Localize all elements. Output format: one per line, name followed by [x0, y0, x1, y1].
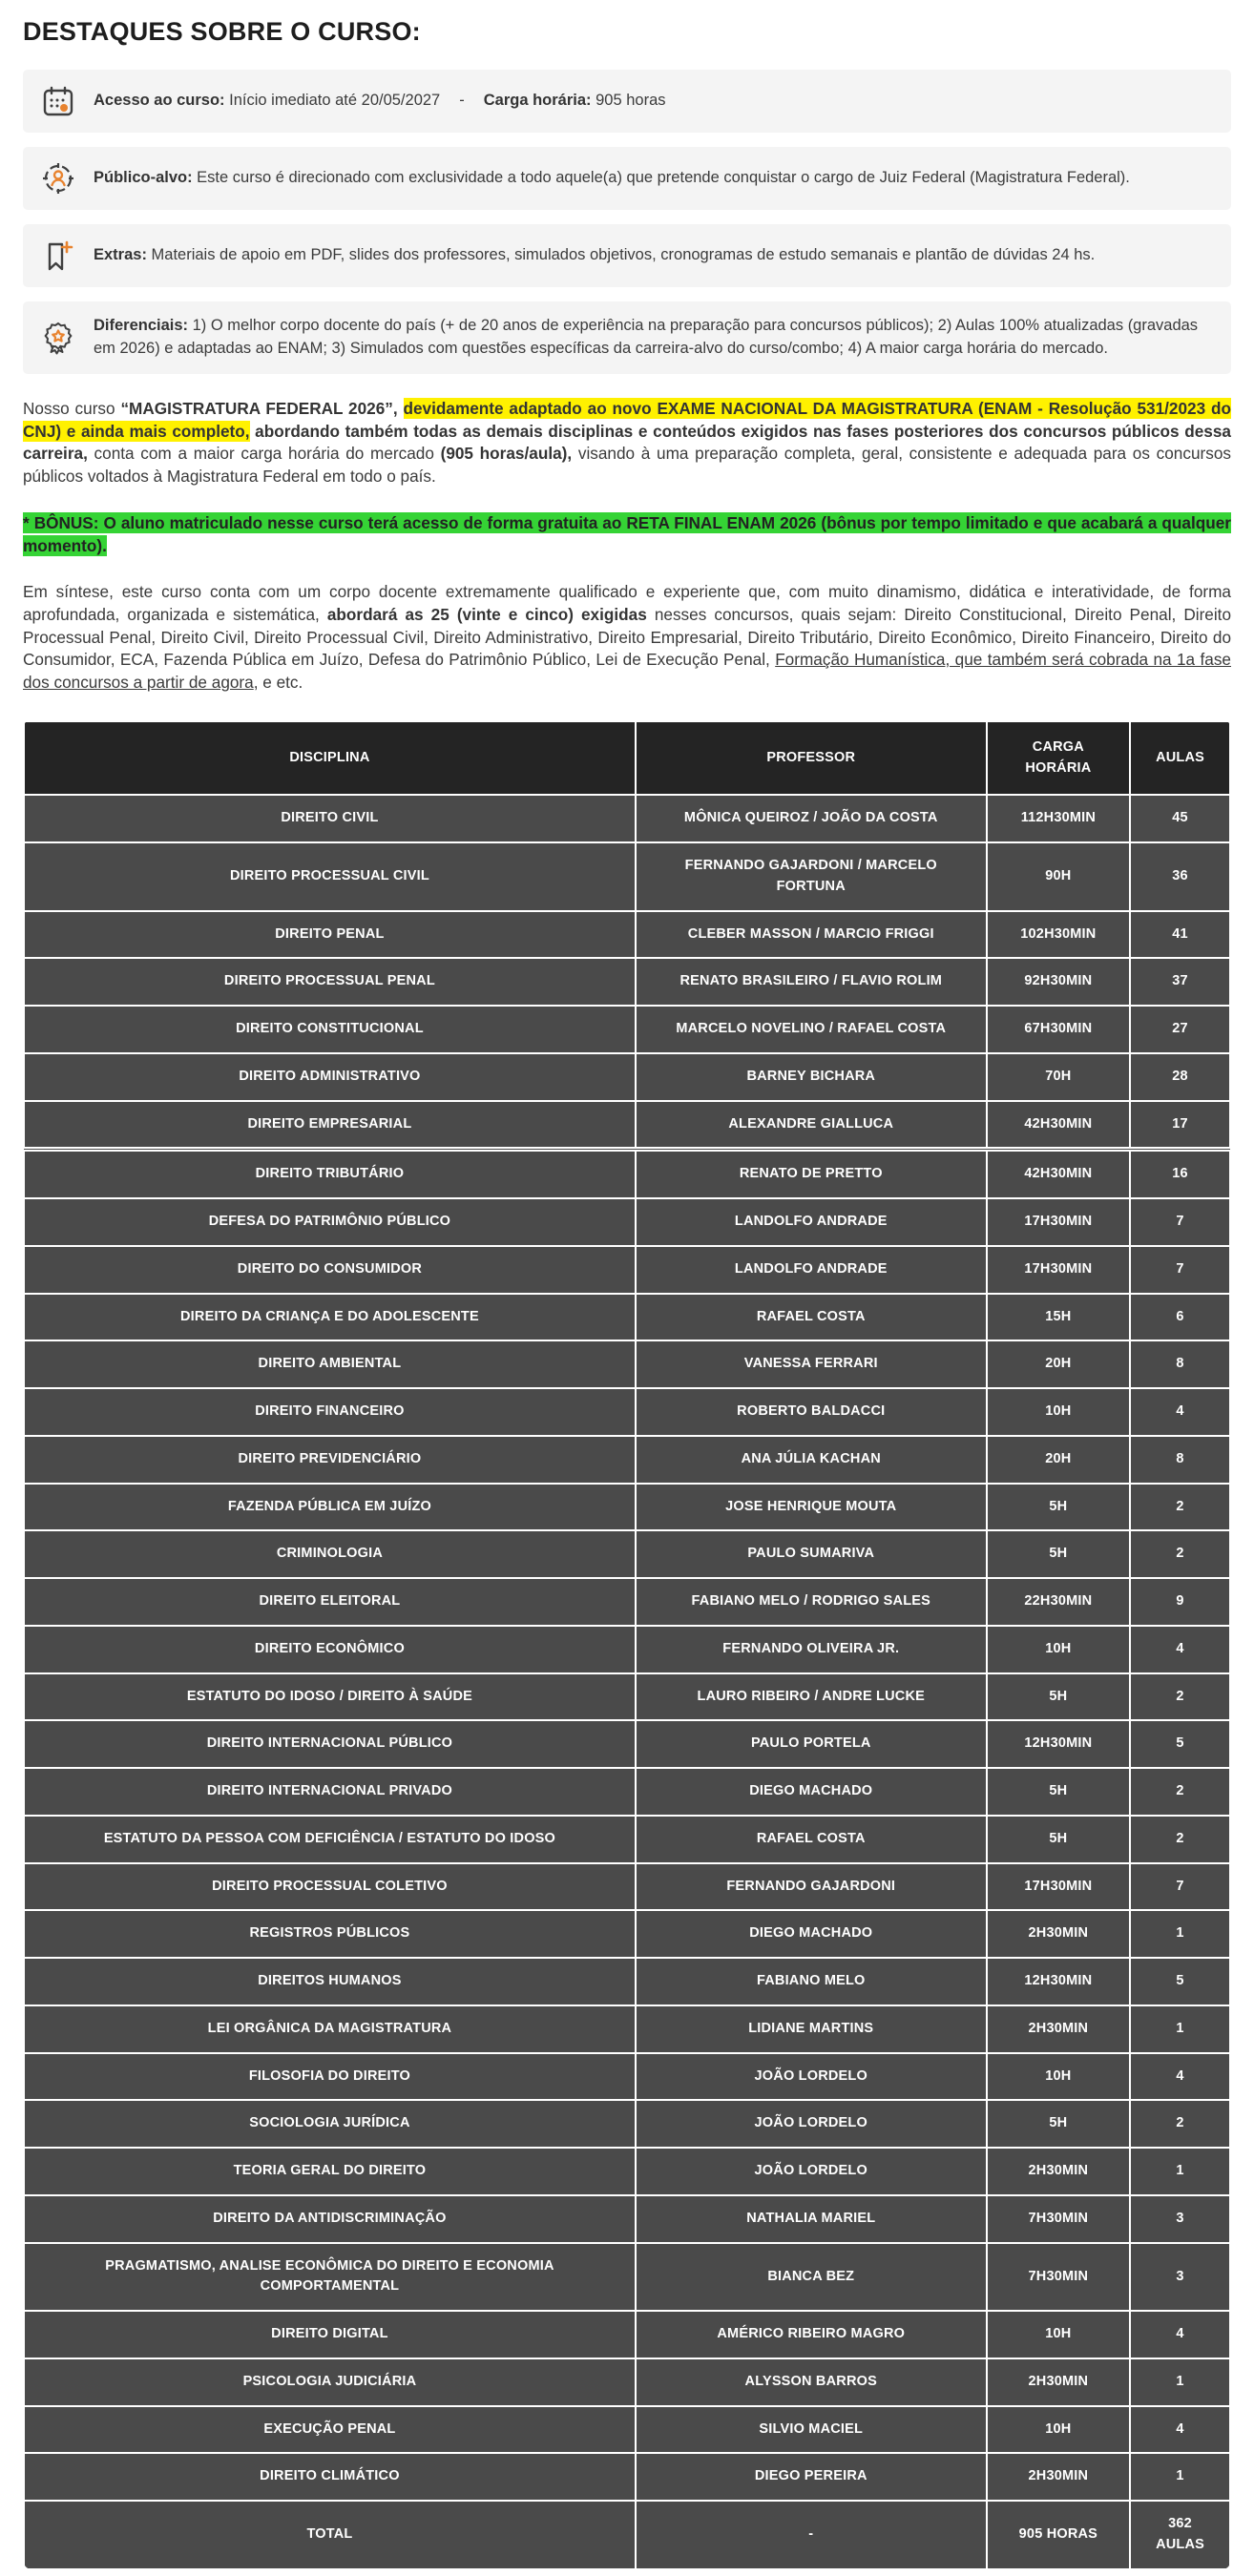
hours-cell: 12H30MIN [987, 1720, 1130, 1768]
table-row [24, 1101, 1230, 1149]
header-professor: PROFESSOR [636, 721, 987, 796]
course-name: “MAGISTRATURA FEDERAL 2026”, [120, 398, 404, 418]
header-classes: AULAS [1130, 721, 1230, 796]
classes-cell: 9 [1130, 1578, 1230, 1626]
table-row [24, 2406, 1230, 2454]
discipline-cell: DIREITO DO CONSUMIDOR [24, 1246, 636, 1294]
professor-cell: BIANCA BEZ [636, 2243, 987, 2312]
table-row [24, 1151, 1230, 1198]
discipline-cell: TOTAL [24, 2501, 636, 2569]
classes-cell: 41 [1130, 911, 1230, 959]
classes-cell: 37 [1130, 958, 1230, 1006]
discipline-cell: DIREITO CLIMÁTICO [24, 2453, 636, 2501]
professor-cell: ALEXANDRE GIALLUCA [636, 1101, 987, 1149]
classes-cell: 6 [1130, 1294, 1230, 1341]
info-box-access [23, 70, 1231, 133]
info-value: 1) O melhor corpo docente do país (+ de 20 anos de experiência na preparação para concursos públicos); 2) Aulas 100% atualizadas (gravadas em 2026) e adaptadas ao ENAM; 3) Simulados com questões específicas da carreira-alvo do curso/combo; 4) A maior carga horária do mercado. [94, 317, 1199, 357]
table-row [24, 1910, 1230, 1958]
table-row [24, 2311, 1230, 2358]
summary-bold-text: abordará as 25 (vinte e cinco) exigidas [326, 604, 647, 624]
discipline-cell: DIREITO CONSTITUCIONAL [24, 1006, 636, 1053]
professor-cell: ROBERTO BALDACCI [636, 1388, 987, 1436]
classes-cell: 17 [1130, 1101, 1230, 1149]
table-row [24, 1484, 1230, 1531]
info-label: Acesso ao curso: [94, 92, 225, 110]
discipline-cell: DIREITO PROCESSUAL PENAL [24, 958, 636, 1006]
table-row [24, 911, 1230, 959]
intro-paragraph [23, 398, 1231, 488]
hours-cell: 42H30MIN [987, 1151, 1130, 1198]
professor-cell: FABIANO MELO [636, 1958, 987, 2005]
discipline-cell: DIREITO ECONÔMICO [24, 1626, 636, 1673]
medal-icon [40, 320, 76, 356]
green-highlight: * BÔNUS: O aluno matriculado nesse curso terá acesso de forma gratuita ao RETA FINAL ENAM 2026 (bônus por tempo limitado e que acabará a qualquer momento). [23, 512, 1231, 555]
table-row [24, 2148, 1230, 2195]
professor-cell: ALYSSON BARROS [636, 2358, 987, 2406]
info-value: 905 horas [591, 92, 666, 110]
hours-cell: 10H [987, 2406, 1130, 2454]
info-box-differentials-text [94, 315, 1214, 361]
table-row [24, 2453, 1230, 2501]
hours-cell: 112H30MIN [987, 795, 1130, 842]
classes-cell: 7 [1130, 1863, 1230, 1911]
classes-cell: 2 [1130, 2100, 1230, 2148]
hours-cell: 15H [987, 1294, 1130, 1341]
classes-cell: 2 [1130, 1768, 1230, 1816]
hours-cell: 92H30MIN [987, 958, 1130, 1006]
info-box-extras-text [94, 244, 1095, 267]
table-row [24, 1530, 1230, 1578]
professor-cell: DIEGO MACHADO [636, 1768, 987, 1816]
discipline-cell: FAZENDA PÚBLICA EM JUÍZO [24, 1484, 636, 1531]
discipline-cell: DIREITOS HUMANOS [24, 1958, 636, 2005]
discipline-cell: DIREITO TRIBUTÁRIO [24, 1151, 636, 1198]
classes-cell: 1 [1130, 2148, 1230, 2195]
hours-cell: 2H30MIN [987, 2453, 1130, 2501]
calendar-icon [40, 83, 76, 119]
classes-cell: 7 [1130, 1198, 1230, 1246]
professor-cell: JOÃO LORDELO [636, 2100, 987, 2148]
table-row [24, 1816, 1230, 1863]
classes-cell: 4 [1130, 2406, 1230, 2454]
classes-cell: 5 [1130, 1720, 1230, 1768]
hours-cell: 70H [987, 1053, 1130, 1101]
professor-cell: FERNANDO GAJARDONI [636, 1863, 987, 1911]
hours-cell: 10H [987, 1388, 1130, 1436]
table-row [24, 2005, 1230, 2053]
bonus-paragraph [23, 512, 1231, 557]
hours-cell: 22H30MIN [987, 1578, 1130, 1626]
page-title: DESTAQUES SOBRE O CURSO: [23, 17, 421, 46]
professor-cell: PAULO SUMARIVA [636, 1530, 987, 1578]
header-discipline: DISCIPLINA [24, 721, 636, 796]
classes-cell: 4 [1130, 1626, 1230, 1673]
classes-cell: 36 [1130, 842, 1230, 911]
classes-cell: 3 [1130, 2195, 1230, 2243]
table-row [24, 1388, 1230, 1436]
hours-cell: 5H [987, 1484, 1130, 1531]
classes-cell: 8 [1130, 1340, 1230, 1388]
info-box-differentials [23, 301, 1231, 374]
professor-cell: RENATO DE PRETTO [636, 1151, 987, 1198]
hours-cell: 2H30MIN [987, 2358, 1130, 2406]
info-label: Extras: [94, 246, 147, 264]
hours-cell: 17H30MIN [987, 1863, 1130, 1911]
table-row [24, 2358, 1230, 2406]
intro-bold-text: abordando também todas as demais disciplinas e conteúdos exigidos nas fases posteriores dos concursos públicos dessa carreira, [23, 421, 1231, 464]
table-row [24, 1673, 1230, 1721]
hours-cell: 10H [987, 2311, 1130, 2358]
professor-cell: RAFAEL COSTA [636, 1294, 987, 1341]
info-label: Público-alvo: [94, 169, 193, 187]
info-value: Início imediato até 20/05/2027 [224, 92, 441, 110]
professor-cell: BARNEY BICHARA [636, 1053, 987, 1101]
info-label: Diferenciais: [94, 317, 189, 334]
professor-cell: LANDOLFO ANDRADE [636, 1198, 987, 1246]
professor-cell: - [636, 2501, 987, 2569]
discipline-cell: PRAGMATISMO, ANALISE ECONÔMICA DO DIREITO E ECONOMIA COMPORTAMENTAL [24, 2243, 636, 2312]
hours-cell: 5H [987, 1673, 1130, 1721]
table-row [24, 1578, 1230, 1626]
classes-cell: 5 [1130, 1958, 1230, 2005]
discipline-cell: DIREITO EMPRESARIAL [24, 1101, 636, 1149]
hours-cell: 7H30MIN [987, 2195, 1130, 2243]
separator-dash: - [459, 92, 465, 110]
hours-cell: 2H30MIN [987, 2005, 1130, 2053]
professor-cell: JOSE HENRIQUE MOUTA [636, 1484, 987, 1531]
table-row [24, 958, 1230, 1006]
info-box-audience-text [94, 167, 1130, 190]
professor-cell: FABIANO MELO / RODRIGO SALES [636, 1578, 987, 1626]
professor-cell: NATHALIA MARIEL [636, 2195, 987, 2243]
info-value: Este curso é direcionado com exclusividade a todo aquele(a) que pretende conquistar o cargo de Juiz Federal (Magistratura Federal). [192, 169, 1130, 187]
table-row [24, 795, 1230, 842]
table-header-row [24, 721, 1230, 796]
professor-cell: FERNANDO GAJARDONI / MARCELO FORTUNA [636, 842, 987, 911]
classes-cell: 7 [1130, 1246, 1230, 1294]
professor-cell: LIDIANE MARTINS [636, 2005, 987, 2053]
table-row [24, 1720, 1230, 1768]
discipline-cell: DIREITO ADMINISTRATIVO [24, 1053, 636, 1101]
professor-cell: DIEGO MACHADO [636, 1910, 987, 1958]
hours-cell: 5H [987, 1768, 1130, 1816]
info-value: Materiais de apoio em PDF, slides dos professores, simulados objetivos, cronogramas de estudo semanais e plantão de dúvidas 24 hs. [146, 246, 1096, 264]
hours-cell: 12H30MIN [987, 1958, 1130, 2005]
classes-cell: 1 [1130, 1910, 1230, 1958]
discipline-cell: LEI ORGÂNICA DA MAGISTRATURA [24, 2005, 636, 2053]
hours-cell: 17H30MIN [987, 1246, 1130, 1294]
discipline-cell: DIREITO AMBIENTAL [24, 1340, 636, 1388]
professor-cell: CLEBER MASSON / MARCIO FRIGGI [636, 911, 987, 959]
classes-cell: 28 [1130, 1053, 1230, 1101]
classes-cell: 27 [1130, 1006, 1230, 1053]
discipline-cell: ESTATUTO DO IDOSO / DIREITO À SAÚDE [24, 1673, 636, 1721]
table-row [24, 1436, 1230, 1484]
intro-hours-bold: (905 horas/aula), [440, 444, 573, 464]
professor-cell: VANESSA FERRARI [636, 1340, 987, 1388]
classes-cell: 4 [1130, 2311, 1230, 2358]
discipline-cell: EXECUÇÃO PENAL [24, 2406, 636, 2454]
discipline-cell: ESTATUTO DA PESSOA COM DEFICIÊNCIA / ESTATUTO DO IDOSO [24, 1816, 636, 1863]
discipline-cell: DIREITO PENAL [24, 911, 636, 959]
table-row [24, 1863, 1230, 1911]
classes-cell: 16 [1130, 1151, 1230, 1198]
intro-text: visando à uma preparação completa, geral, consistente e adequada para os concursos públicos voltados à Magistratura Federal em todo o país. [23, 444, 1231, 487]
course-table [23, 720, 1231, 2570]
summary-paragraph [23, 581, 1231, 695]
bookmark-plus-icon [40, 238, 76, 274]
professor-cell: RAFAEL COSTA [636, 1816, 987, 1863]
classes-cell: 1 [1130, 2453, 1230, 2501]
hours-cell: 20H [987, 1436, 1130, 1484]
professor-cell: LANDOLFO ANDRADE [636, 1246, 987, 1294]
discipline-cell: DIREITO PROCESSUAL CIVIL [24, 842, 636, 911]
classes-cell: 3 [1130, 2243, 1230, 2312]
professor-cell: AMÉRICO RIBEIRO MAGRO [636, 2311, 987, 2358]
target-user-icon [40, 160, 76, 197]
hours-cell: 2H30MIN [987, 2148, 1130, 2195]
professor-cell: LAURO RIBEIRO / ANDRE LUCKE [636, 1673, 987, 1721]
classes-cell: 45 [1130, 795, 1230, 842]
classes-cell: 4 [1130, 2053, 1230, 2101]
discipline-cell: DIREITO INTERNACIONAL PRIVADO [24, 1768, 636, 1816]
table-row [24, 842, 1230, 911]
classes-cell: 8 [1130, 1436, 1230, 1484]
yellow-highlight: devidamente adaptado ao novo EXAME NACIONAL DA MAGISTRATURA (ENAM - Resolução 531/2023 do CNJ) e ainda mais completo, [23, 398, 1232, 441]
discipline-cell: DIREITO INTERNACIONAL PÚBLICO [24, 1720, 636, 1768]
classes-cell: 1 [1130, 2005, 1230, 2053]
table-row [24, 1768, 1230, 1816]
professor-cell: JOÃO LORDELO [636, 2148, 987, 2195]
course-table-header [24, 721, 1230, 796]
hours-cell: 10H [987, 2053, 1130, 2101]
summary-text: Em síntese, este curso conta com um corpo docente extremamente qualificado e experiente que, com muito dinamismo, didática e interatividade, de forma aprofundada, organizada e sistemática, [23, 582, 1231, 624]
hours-cell: 20H [987, 1340, 1130, 1388]
intro-text: conta com a maior carga horária do mercado [87, 444, 441, 464]
professor-cell: DIEGO PEREIRA [636, 2453, 987, 2501]
hours-cell: 17H30MIN [987, 1198, 1130, 1246]
table-row [24, 1198, 1230, 1246]
table-row [24, 1053, 1230, 1101]
header-hours: CARGA HORÁRIA [987, 721, 1130, 796]
professor-cell: RENATO BRASILEIRO / FLAVIO ROLIM [636, 958, 987, 1006]
discipline-cell: DIREITO DIGITAL [24, 2311, 636, 2358]
table-total-row [24, 2501, 1230, 2569]
classes-cell: 2 [1130, 1530, 1230, 1578]
hours-cell: 42H30MIN [987, 1101, 1130, 1149]
table-row [24, 1340, 1230, 1388]
classes-cell: 2 [1130, 1484, 1230, 1531]
discipline-cell: TEORIA GERAL DO DIREITO [24, 2148, 636, 2195]
professor-cell: PAULO PORTELA [636, 1720, 987, 1768]
table-row [24, 1006, 1230, 1053]
table-row [24, 1958, 1230, 2005]
table-row [24, 1246, 1230, 1294]
discipline-cell: DEFESA DO PATRIMÔNIO PÚBLICO [24, 1198, 636, 1246]
discipline-cell: DIREITO PREVIDENCIÁRIO [24, 1436, 636, 1484]
discipline-cell: REGISTROS PÚBLICOS [24, 1910, 636, 1958]
table-row [24, 2195, 1230, 2243]
info-box-access-text [94, 90, 666, 113]
table-row [24, 2100, 1230, 2148]
summary-text: nesses concursos, quais sejam: Direito Constitucional, Direito Penal, Direito Processual Penal, Direito Civil, Direito Processual Civil, Direito Administrativo, Direito Empresarial, Direito Tributário, Direito Econômico, Direito Financeiro, Direito do Consumidor, ECA, Fazenda Pública em Juízo, Defesa do Patrimônio Público, Lei de Execução Penal, [23, 604, 1232, 670]
table-row [24, 1294, 1230, 1341]
professor-cell: SILVIO MACIEL [636, 2406, 987, 2454]
professor-cell: MÔNICA QUEIROZ / JOÃO DA COSTA [636, 795, 987, 842]
discipline-cell: DIREITO ELEITORAL [24, 1578, 636, 1626]
info-box-audience [23, 147, 1231, 210]
discipline-cell: DIREITO DA CRIANÇA E DO ADOLESCENTE [24, 1294, 636, 1341]
summary-underlined-text: Formação Humanística, que também será cobrada na 1a fase dos concursos a partir de agora [23, 650, 1231, 693]
hours-cell: 102H30MIN [987, 911, 1130, 959]
discipline-cell: DIREITO DA ANTIDISCRIMINAÇÃO [24, 2195, 636, 2243]
table-row [24, 2243, 1230, 2312]
hours-cell: 2H30MIN [987, 1910, 1130, 1958]
hours-cell: 7H30MIN [987, 2243, 1130, 2312]
classes-cell: 2 [1130, 1816, 1230, 1863]
hours-cell: 5H [987, 1816, 1130, 1863]
classes-cell: 1 [1130, 2358, 1230, 2406]
table-row [24, 1626, 1230, 1673]
professor-cell: FERNANDO OLIVEIRA JR. [636, 1626, 987, 1673]
summary-text: , e etc. [253, 673, 303, 693]
discipline-cell: SOCIOLOGIA JURÍDICA [24, 2100, 636, 2148]
hours-cell: 905 HORAS [987, 2501, 1130, 2569]
discipline-cell: PSICOLOGIA JUDICIÁRIA [24, 2358, 636, 2406]
discipline-cell: CRIMINOLOGIA [24, 1530, 636, 1578]
discipline-cell: DIREITO PROCESSUAL COLETIVO [24, 1863, 636, 1911]
professor-cell: JOÃO LORDELO [636, 2053, 987, 2101]
hours-cell: 67H30MIN [987, 1006, 1130, 1053]
hours-cell: 10H [987, 1626, 1130, 1673]
professor-cell: MARCELO NOVELINO / RAFAEL COSTA [636, 1006, 987, 1053]
course-table-body [24, 795, 1230, 2568]
hours-cell: 5H [987, 1530, 1130, 1578]
info-box-extras [23, 224, 1231, 287]
discipline-cell: DIREITO CIVIL [24, 795, 636, 842]
hours-cell: 90H [987, 842, 1130, 911]
discipline-cell: DIREITO FINANCEIRO [24, 1388, 636, 1436]
classes-cell: 362 AULAS [1130, 2501, 1230, 2569]
classes-cell: 4 [1130, 1388, 1230, 1436]
professor-cell: ANA JÚLIA KACHAN [636, 1436, 987, 1484]
intro-text: Nosso curso [23, 398, 121, 418]
classes-cell: 2 [1130, 1673, 1230, 1721]
discipline-cell: FILOSOFIA DO DIREITO [24, 2053, 636, 2101]
hours-cell: 5H [987, 2100, 1130, 2148]
table-row [24, 2053, 1230, 2101]
info-label: Carga horária: [483, 92, 592, 110]
